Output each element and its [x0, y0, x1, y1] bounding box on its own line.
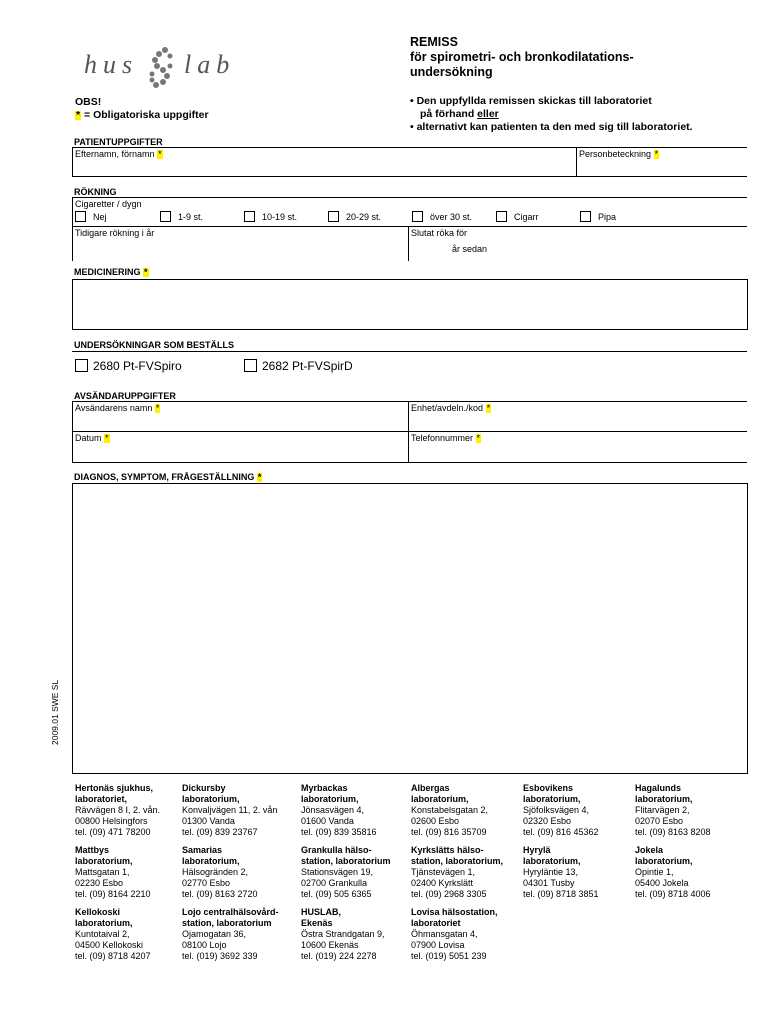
- smoking-section-title: RÖKNING: [74, 187, 117, 197]
- sender-unit-field[interactable]: Enhet/avdeln./kod *: [411, 403, 491, 413]
- lab-name-line: laboratorium,: [301, 794, 359, 804]
- lab-address: [523, 783, 599, 838]
- lab-address: [182, 907, 279, 962]
- lab-name-line: Ekenäs: [301, 918, 333, 928]
- lab-name-line: station, laboratorium,: [411, 856, 504, 866]
- lab-address-line: 02070 Esbo: [635, 816, 684, 826]
- lab-name-line: Myrbackas: [301, 783, 348, 793]
- lab-name-line: Samarias: [182, 845, 223, 855]
- lab-name-line: laboratorium,: [635, 794, 693, 804]
- lab-address-line: Konstabelsgatan 2,: [411, 805, 489, 815]
- lab-address-line: 04500 Kellokoski: [75, 940, 144, 950]
- smoking-over-30-label: över 30 st.: [430, 212, 473, 222]
- lab-name-line: laboratorium,: [523, 794, 581, 804]
- lab-address-line: Rävvägen 8 I, 2. vån.: [75, 805, 161, 815]
- lab-address-line: Sjöfolksvägen 4,: [523, 805, 590, 815]
- lab-address: [75, 845, 151, 900]
- lab-address-line: 01300 Vanda: [182, 816, 235, 826]
- lab-address: [411, 845, 503, 900]
- form-code: 2009.01 SWE SL: [50, 679, 60, 745]
- lab-address: [182, 783, 277, 838]
- lab-address: [301, 845, 391, 900]
- lab-name-line: laboratoriet,: [75, 794, 128, 804]
- lab-name-line: laboratoriet: [411, 918, 461, 928]
- lab-address-line: tel. (09) 8164 2210: [75, 889, 151, 899]
- lab-address-line: Mattsgatan 1,: [75, 867, 130, 877]
- medication-field[interactable]: [72, 279, 748, 330]
- lab-address-line: tel. (019) 224 2278: [301, 951, 377, 961]
- lab-address-line: Flitarvägen 2,: [635, 805, 690, 815]
- lab-name-line: Mattbys: [75, 845, 110, 855]
- lab-address: [75, 907, 151, 962]
- lab-address-line: tel. (019) 5051 239: [411, 951, 487, 961]
- quit-smoking-field[interactable]: Slutat röka för: [411, 228, 468, 238]
- order-spiro-checkbox[interactable]: [75, 359, 88, 372]
- smoking-over-30-checkbox[interactable]: [412, 211, 423, 222]
- lab-name-line: Hertonäs sjukhus,: [75, 783, 154, 793]
- lab-address: [301, 907, 385, 962]
- lab-name-line: Hyrylä: [523, 845, 551, 855]
- lab-name-line: laboratorium,: [75, 856, 133, 866]
- lab-address: [182, 845, 258, 900]
- patient-name-field[interactable]: Efternamn, förnamn *: [75, 149, 162, 159]
- lab-name-line: Grankulla hälso-: [301, 845, 372, 855]
- obs-note: OBS! * = Obligatoriska uppgifter: [75, 96, 209, 121]
- order-spird-checkbox[interactable]: [244, 359, 257, 372]
- logo-text-right: lab: [184, 50, 236, 79]
- lab-name-line: Lovisa hälsostation,: [411, 907, 498, 917]
- lab-address-line: 10600 Ekenäs: [301, 940, 359, 950]
- sender-section-title: AVSÄNDARUPPGIFTER: [74, 391, 176, 401]
- smoking-1-9-label: 1-9 st.: [178, 212, 204, 222]
- patient-id-field[interactable]: Personbeteckning *: [579, 149, 659, 159]
- patient-section-title: PATIENTUPPGIFTER: [74, 137, 163, 147]
- lab-name-line: HUSLAB,: [301, 907, 341, 917]
- lab-address-line: tel. (09) 816 35709: [411, 827, 487, 837]
- lab-address-line: tel. (09) 8718 4207: [75, 951, 151, 961]
- lab-name-line: laboratorium,: [182, 856, 240, 866]
- lab-name-line: station, laboratorium: [301, 856, 391, 866]
- lab-address-line: tel. (09) 816 45362: [523, 827, 599, 837]
- lab-address-line: tel. (09) 839 35816: [301, 827, 377, 837]
- lab-address-line: Östra Strandgatan 9,: [301, 929, 385, 939]
- lab-address-line: tel. (09) 8718 3851: [523, 889, 599, 899]
- lab-address: [75, 783, 160, 838]
- lab-address-line: tel. (09) 505 6365: [301, 889, 372, 899]
- lab-address-line: Ojamogatan 36,: [182, 929, 247, 939]
- lab-address-line: Hälsogränden 2,: [182, 867, 249, 877]
- lab-name-line: laboratorium,: [182, 794, 240, 804]
- form-title: REMISS för spirometri- och bronkodilatations- undersökning: [410, 35, 634, 79]
- lab-name-line: laboratorium,: [411, 794, 469, 804]
- lab-name-line: laboratorium,: [635, 856, 693, 866]
- lab-name-line: Dickursby: [182, 783, 226, 793]
- medication-section-title: MEDICINERING *: [74, 267, 148, 277]
- smoking-pipa-label: Pipa: [598, 212, 617, 222]
- lab-address-line: 08100 Lojo: [182, 940, 227, 950]
- diagnosis-field[interactable]: [72, 483, 748, 774]
- lab-address: [411, 907, 498, 962]
- lab-address-line: Opintie 1,: [635, 867, 674, 877]
- lab-address-line: 02600 Esbo: [411, 816, 460, 826]
- lab-address-line: tel. (09) 2968 3305: [411, 889, 487, 899]
- lab-address-line: tel. (09) 8163 2720: [182, 889, 258, 899]
- lab-address-line: 02770 Esbo: [182, 878, 231, 888]
- lab-name-line: Albergas: [411, 783, 450, 793]
- logo-text-left: hus: [84, 50, 139, 79]
- smoking-20-29-checkbox[interactable]: [328, 211, 339, 222]
- lab-address-line: Kuntotaival 2,: [75, 929, 130, 939]
- smoking-10-19-label: 10-19 st.: [262, 212, 298, 222]
- smoking-20-29-label: 20-29 st.: [346, 212, 382, 222]
- previous-smoking-field[interactable]: Tidigare rökning i år: [75, 228, 155, 238]
- lab-name-line: Jokela: [635, 845, 664, 855]
- sender-name-field[interactable]: Avsändarens namn *: [75, 403, 160, 413]
- lab-address-line: Stationsvägen 19,: [301, 867, 374, 877]
- lab-name-line: Esbovikens: [523, 783, 574, 793]
- smoking-1-9-checkbox[interactable]: [160, 211, 171, 222]
- lab-address-line: 05400 Jokela: [635, 878, 689, 888]
- huslab-logo-icon: [143, 44, 179, 90]
- lab-name-line: Kellokoski: [75, 907, 121, 917]
- lab-name-line: laboratorium,: [523, 856, 581, 866]
- lab-address-line: 00800 Helsingfors: [75, 816, 148, 826]
- lab-address: [301, 783, 377, 838]
- lab-address-line: Tjänstevägen 1,: [411, 867, 476, 877]
- lab-address-line: tel. (09) 8163 8208: [635, 827, 711, 837]
- smoking-cigarr-label: Cigarr: [514, 212, 539, 222]
- lab-address-line: tel. (019) 3692 339: [182, 951, 258, 961]
- lab-address-line: Konvaljvägen 11, 2. vån: [182, 805, 278, 815]
- lab-name-line: Lojo centralhälsovård-: [182, 907, 279, 917]
- lab-address-line: tel. (09) 839 23767: [182, 827, 258, 837]
- lab-name-line: laboratorium,: [75, 918, 133, 928]
- diagnosis-section-title: DIAGNOS, SYMPTOM, FRÅGESTÄLLNING *: [74, 472, 262, 482]
- lab-name-line: station, laboratorium: [182, 918, 272, 928]
- lab-address-line: 02700 Grankulla: [301, 878, 368, 888]
- lab-address-line: Hyryläntie 13,: [523, 867, 579, 877]
- lab-address: [635, 845, 711, 900]
- lab-address-line: 04301 Tusby: [523, 878, 575, 888]
- lab-address-line: tel. (09) 471 78200: [75, 827, 151, 837]
- lab-address: [635, 783, 711, 838]
- phone-field[interactable]: Telefonnummer *: [411, 433, 481, 443]
- smoking-cigarr-checkbox[interactable]: [496, 211, 507, 222]
- lab-address-line: 01600 Vanda: [301, 816, 354, 826]
- smoking-pipa-checkbox[interactable]: [580, 211, 591, 222]
- required-star-icon: *: [76, 109, 81, 121]
- lab-address-line: Öhmansgatan 4,: [411, 929, 478, 939]
- years-ago-label: år sedan: [452, 244, 488, 254]
- date-field[interactable]: Datum *: [75, 433, 109, 443]
- lab-address-line: 02230 Esbo: [75, 878, 124, 888]
- lab-name-line: Hagalunds: [635, 783, 682, 793]
- instructions: • Den uppfyllda remissen skickas till laboratoriet på förhand eller • alternativt kan patienten ta den med sig till laboratoriet.: [410, 95, 693, 133]
- lab-address-line: tel. (09) 8718 4006: [635, 889, 711, 899]
- lab-address-line: Jönsasvägen 4,: [301, 805, 365, 815]
- lab-address-line: 07900 Lovisa: [411, 940, 465, 950]
- lab-address: [523, 845, 599, 900]
- lab-address-line: 02320 Esbo: [523, 816, 572, 826]
- lab-address: [411, 783, 488, 838]
- order-spiro-label: 2680 Pt-FVSpiro: [93, 359, 182, 373]
- lab-name-line: Kyrkslätts hälso-: [411, 845, 484, 855]
- smoking-nej-label: Nej: [93, 212, 107, 222]
- lab-address-line: 02400 Kyrkslätt: [411, 878, 474, 888]
- order-spird-label: 2682 Pt-FVSpirD: [262, 359, 353, 373]
- cigarettes-label: Cigaretter / dygn: [75, 199, 142, 209]
- orders-section-title: UNDERSÖKNINGAR SOM BESTÄLLS: [74, 340, 235, 350]
- smoking-nej-checkbox[interactable]: [75, 211, 86, 222]
- smoking-10-19-checkbox[interactable]: [244, 211, 255, 222]
